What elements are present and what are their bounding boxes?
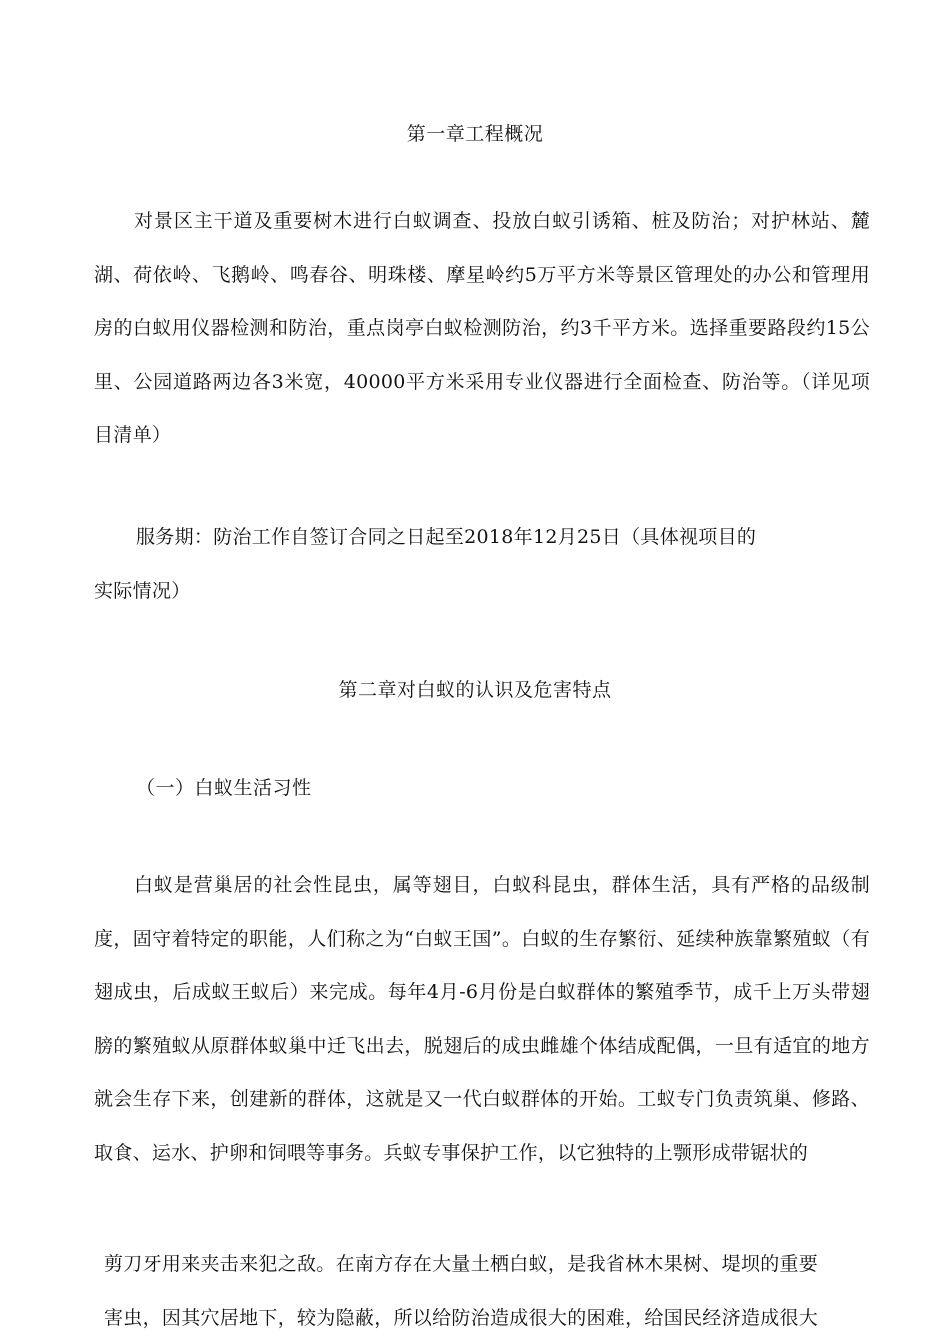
service-period-line-2: 实际情况） [94,580,191,602]
continuation-line-2: 害虫，因其穴居地下，较为隐蔽，所以给防治造成很大的困难，给国民经济造成很大 [104,1307,819,1329]
termite-habits-paragraph: 白蚁是营巢居的社会性昆虫，属等翅目，白蚁科昆虫，群体生活，具有严格的品级制度，固守着特定的职能，人们称之为“白蚁王国”。白蚁的生存繁衍、延续种族靠繁殖蚁（有翅成虫，后成蚁王蚁后）来完成。每年4月-6月份是白蚁群体的繁殖季节，成千上万头带翅膀的繁殖蚁从原群体蚁巢中迁飞出去，脱翅后的成虫雌雄个体结成配偶，一旦有适宜的地方就会生存下来，创建新的群体，这就是又一代白蚁群体的开始。工蚁专门负责筑巢、修路、取食、运水、护卵和饲喂等事务。兵蚁专事保护工作，以它独特的上颚形成带锯状的 [94,874,870,1164]
chapter-1-title: 第一章工程概况 [406,123,544,145]
chapter-2-title: 第二章对白蚁的认识及危害特点 [338,679,612,701]
service-period-line-1: 服务期：防治工作自签订合同之日起至2018年12月25日（具体视项目的 [136,526,757,548]
project-scope-paragraph: 对景区主干道及重要树木进行白蚁调查、投放白蚁引诱箱、桩及防治；对护林站、麓湖、荷依岭、飞鹅岭、鸣春谷、明珠楼、摩星岭约5万平方米等景区管理处的办公和管理用房的白蚁用仪器检测和防治，重点岗亭白蚁检测防治，约3千平方米。选择重要路段约15公里、公园道路两边各3米宽，40000平方米采用专业仪器进行全面检查、防治等。（详见项目清单） [94,210,870,446]
section-1-heading: （一）白蚁生活习性 [136,777,312,799]
continuation-line-1: 剪刀牙用来夹击来犯之敌。在南方存在大量土栖白蚁，是我省林木果树、堤坝的重要 [104,1253,819,1275]
